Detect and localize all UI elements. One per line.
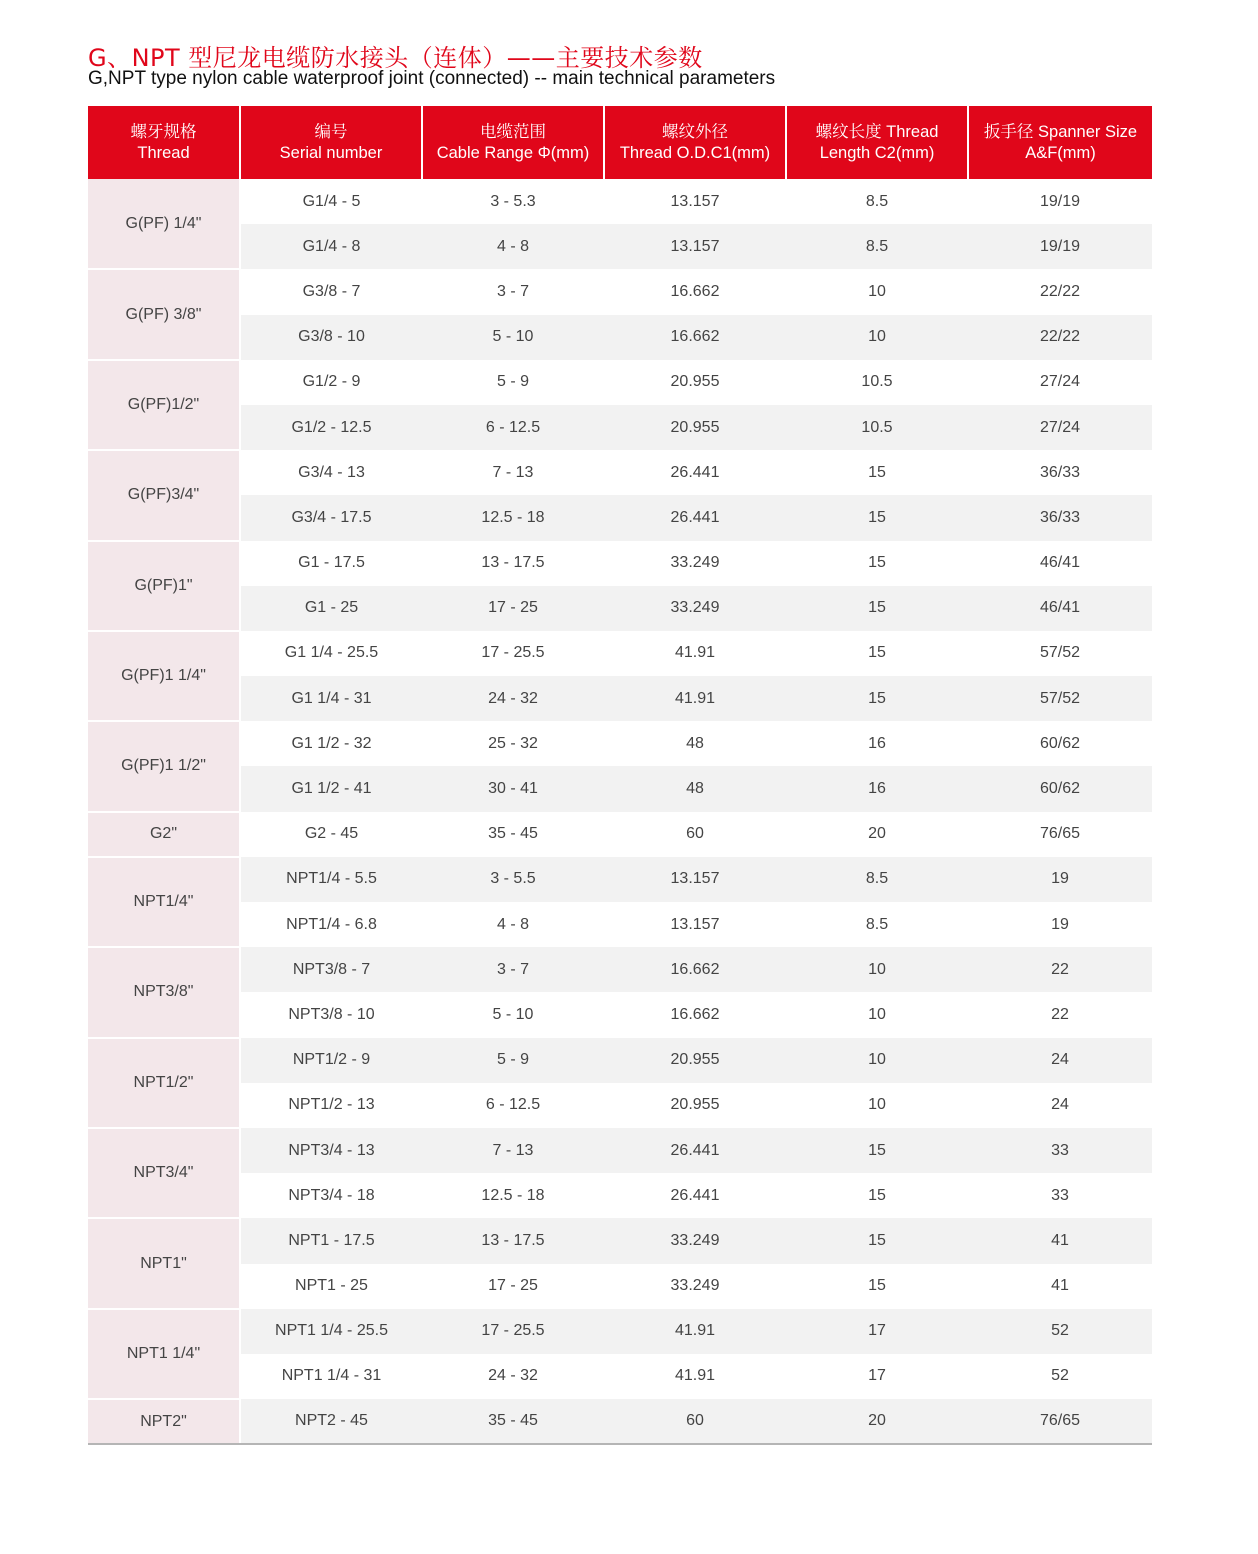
thread-length-cell: 16 — [786, 766, 968, 811]
thread-cell: G(PF)1 1/2" — [88, 721, 240, 811]
cable-range-cell: 13 - 17.5 — [422, 1218, 604, 1263]
thread-length-cell: 10 — [786, 947, 968, 992]
cable-range-cell: 13 - 17.5 — [422, 541, 604, 586]
thread-length-cell: 8.5 — [786, 857, 968, 902]
thread-cell: NPT1 1/4" — [88, 1309, 240, 1399]
spanner-size-cell: 19/19 — [968, 224, 1152, 269]
serial-number-cell: NPT1/4 - 5.5 — [240, 857, 422, 902]
serial-number-cell: NPT1 - 25 — [240, 1264, 422, 1309]
serial-number-cell: NPT3/8 - 10 — [240, 992, 422, 1037]
thread-cell: NPT1/4" — [88, 857, 240, 947]
serial-number-cell: G1 - 17.5 — [240, 541, 422, 586]
thread-length-cell: 16 — [786, 721, 968, 766]
header-thread — [88, 106, 240, 179]
thread-cell: G(PF) 3/8" — [88, 269, 240, 359]
thread-od-cell: 26.441 — [604, 1173, 786, 1218]
table-row — [88, 1309, 1152, 1354]
table-row — [88, 1399, 1152, 1444]
spanner-size-cell: 19/19 — [968, 179, 1152, 224]
thread-od-cell: 41.91 — [604, 1309, 786, 1354]
thread-cell: NPT1" — [88, 1218, 240, 1308]
thread-length-cell: 20 — [786, 1399, 968, 1444]
thread-cell: G(PF)1" — [88, 541, 240, 631]
table-row — [88, 992, 1152, 1037]
thread-od-cell: 60 — [604, 1399, 786, 1444]
serial-number-cell: NPT1 1/4 - 31 — [240, 1354, 422, 1399]
table-row — [88, 857, 1152, 902]
table-row — [88, 495, 1152, 540]
table-row — [88, 450, 1152, 495]
thread-cell: NPT2" — [88, 1399, 240, 1444]
header-thread-zh: 螺牙规格 — [130, 122, 197, 141]
serial-number-cell: NPT1 1/4 - 25.5 — [240, 1309, 422, 1354]
thread-od-cell: 48 — [604, 766, 786, 811]
thread-od-cell: 13.157 — [604, 902, 786, 947]
cable-range-cell: 35 - 45 — [422, 1399, 604, 1444]
table-row — [88, 269, 1152, 314]
cable-range-cell: 3 - 7 — [422, 269, 604, 314]
thread-length-cell: 15 — [786, 1264, 968, 1309]
header-length-en: Length C2(mm) — [819, 143, 935, 162]
thread-od-cell: 20.955 — [604, 405, 786, 450]
thread-length-cell: 15 — [786, 450, 968, 495]
spanner-size-cell: 19 — [968, 902, 1152, 947]
header-cable-range — [422, 106, 604, 179]
cable-range-cell: 24 - 32 — [422, 1354, 604, 1399]
thread-length-cell: 15 — [786, 586, 968, 631]
thread-length-cell: 20 — [786, 812, 968, 857]
thread-od-cell: 16.662 — [604, 269, 786, 314]
spanner-size-cell: 33 — [968, 1128, 1152, 1173]
cable-range-cell: 25 - 32 — [422, 721, 604, 766]
thread-od-cell: 26.441 — [604, 450, 786, 495]
serial-number-cell: G1 1/2 - 41 — [240, 766, 422, 811]
table-row — [88, 586, 1152, 631]
serial-number-cell: G1/2 - 9 — [240, 360, 422, 405]
thread-od-cell: 33.249 — [604, 541, 786, 586]
cable-range-cell: 4 - 8 — [422, 224, 604, 269]
serial-number-cell: NPT1/2 - 13 — [240, 1083, 422, 1128]
thread-length-cell: 10.5 — [786, 360, 968, 405]
header-od-en: Thread O.D.C1(mm) — [619, 143, 771, 162]
spanner-size-cell: 52 — [968, 1354, 1152, 1399]
serial-number-cell: G3/4 - 17.5 — [240, 495, 422, 540]
table-row — [88, 1218, 1152, 1263]
table-row — [88, 721, 1152, 766]
serial-number-cell: G1 - 25 — [240, 586, 422, 631]
serial-number-cell: G1/2 - 12.5 — [240, 405, 422, 450]
spanner-size-cell: 24 — [968, 1038, 1152, 1083]
thread-cell: NPT3/4" — [88, 1128, 240, 1218]
thread-cell: NPT1/2" — [88, 1038, 240, 1128]
thread-od-cell: 33.249 — [604, 1218, 786, 1263]
spanner-size-cell: 22 — [968, 992, 1152, 1037]
thread-od-cell: 16.662 — [604, 315, 786, 360]
page-subtitle: G,NPT type nylon cable waterproof joint (connected) -- main technical parameters — [88, 68, 776, 89]
header-od-zh: 螺纹外径 — [662, 122, 728, 141]
cable-range-cell: 17 - 25 — [422, 586, 604, 631]
cable-range-cell: 7 - 13 — [422, 1128, 604, 1173]
serial-number-cell: G2 - 45 — [240, 812, 422, 857]
thread-cell: G(PF)3/4" — [88, 450, 240, 540]
cable-range-cell: 3 - 5.3 — [422, 179, 604, 224]
thread-cell: G2" — [88, 812, 240, 857]
spanner-size-cell: 46/41 — [968, 541, 1152, 586]
thread-cell: NPT3/8" — [88, 947, 240, 1037]
thread-od-cell: 26.441 — [604, 1128, 786, 1173]
table-row — [88, 315, 1152, 360]
header-cable-zh: 电缆范围 — [480, 122, 546, 141]
thread-length-cell: 15 — [786, 631, 968, 676]
serial-number-cell: NPT3/4 - 18 — [240, 1173, 422, 1218]
header-length-zh: 螺纹长度 Thread — [815, 122, 939, 141]
thread-length-cell: 10 — [786, 269, 968, 314]
cable-range-cell: 4 - 8 — [422, 902, 604, 947]
cable-range-cell: 5 - 10 — [422, 992, 604, 1037]
serial-number-cell: G1/4 - 8 — [240, 224, 422, 269]
spanner-size-cell: 76/65 — [968, 812, 1152, 857]
thread-length-cell: 17 — [786, 1309, 968, 1354]
thread-cell: G(PF)1 1/4" — [88, 631, 240, 721]
thread-length-cell: 17 — [786, 1354, 968, 1399]
cable-range-cell: 12.5 - 18 — [422, 495, 604, 540]
serial-number-cell: G1 1/4 - 25.5 — [240, 631, 422, 676]
thread-od-cell: 20.955 — [604, 1038, 786, 1083]
header-spanner-zh: 扳手径 Spanner Size — [983, 122, 1138, 141]
serial-number-cell: NPT1/2 - 9 — [240, 1038, 422, 1083]
serial-number-cell: G1/4 - 5 — [240, 179, 422, 224]
table-row — [88, 360, 1152, 405]
table-row — [88, 1038, 1152, 1083]
cable-range-cell: 7 - 13 — [422, 450, 604, 495]
table-row — [88, 676, 1152, 721]
serial-number-cell: G3/4 - 13 — [240, 450, 422, 495]
table-row — [88, 766, 1152, 811]
header-thread-od — [604, 106, 786, 179]
thread-length-cell: 10.5 — [786, 405, 968, 450]
table-row — [88, 812, 1152, 857]
spanner-size-cell: 36/33 — [968, 450, 1152, 495]
table-row — [88, 902, 1152, 947]
cable-range-cell: 17 - 25.5 — [422, 631, 604, 676]
cable-range-cell: 3 - 7 — [422, 947, 604, 992]
cable-range-cell: 35 - 45 — [422, 812, 604, 857]
header-serial-zh: 编号 — [314, 122, 348, 141]
thread-length-cell: 8.5 — [786, 224, 968, 269]
table-header — [88, 106, 1152, 179]
cable-range-cell: 6 - 12.5 — [422, 1083, 604, 1128]
thread-od-cell: 41.91 — [604, 1354, 786, 1399]
thread-od-cell: 41.91 — [604, 631, 786, 676]
spanner-size-cell: 57/52 — [968, 676, 1152, 721]
header-serial-en: Serial number — [279, 143, 383, 162]
table-row — [88, 1264, 1152, 1309]
table-row — [88, 631, 1152, 676]
serial-number-cell: NPT1 - 17.5 — [240, 1218, 422, 1263]
table-row — [88, 1128, 1152, 1173]
cable-range-cell: 30 - 41 — [422, 766, 604, 811]
table-row — [88, 179, 1152, 224]
spanner-size-cell: 41 — [968, 1218, 1152, 1263]
cable-range-cell: 5 - 10 — [422, 315, 604, 360]
cable-range-cell: 17 - 25 — [422, 1264, 604, 1309]
table-row — [88, 1354, 1152, 1399]
spanner-size-cell: 33 — [968, 1173, 1152, 1218]
thread-length-cell: 8.5 — [786, 179, 968, 224]
table-row — [88, 541, 1152, 586]
header-thread-length — [786, 106, 968, 179]
spanner-size-cell: 76/65 — [968, 1399, 1152, 1444]
cable-range-cell: 12.5 - 18 — [422, 1173, 604, 1218]
spanner-size-cell: 41 — [968, 1264, 1152, 1309]
thread-od-cell: 16.662 — [604, 992, 786, 1037]
cable-range-cell: 17 - 25.5 — [422, 1309, 604, 1354]
thread-od-cell: 41.91 — [604, 676, 786, 721]
cable-range-cell: 5 - 9 — [422, 360, 604, 405]
thread-od-cell: 20.955 — [604, 360, 786, 405]
thread-length-cell: 15 — [786, 541, 968, 586]
thread-length-cell: 15 — [786, 676, 968, 721]
thread-length-cell: 10 — [786, 1083, 968, 1128]
header-thread-en: Thread — [137, 143, 190, 162]
spanner-size-cell: 36/33 — [968, 495, 1152, 540]
header-row — [88, 106, 1152, 179]
spanner-size-cell: 22/22 — [968, 269, 1152, 314]
table-row — [88, 947, 1152, 992]
thread-od-cell: 13.157 — [604, 224, 786, 269]
thread-od-cell: 16.662 — [604, 947, 786, 992]
spanner-size-cell: 22 — [968, 947, 1152, 992]
thread-length-cell: 10 — [786, 1038, 968, 1083]
thread-od-cell: 33.249 — [604, 586, 786, 631]
thread-od-cell: 20.955 — [604, 1083, 786, 1128]
thread-length-cell: 10 — [786, 315, 968, 360]
spanner-size-cell: 60/62 — [968, 721, 1152, 766]
header-spanner-size — [968, 106, 1152, 179]
header-cable-en: Cable Range Φ(mm) — [436, 143, 590, 162]
table-row — [88, 405, 1152, 450]
thread-length-cell: 8.5 — [786, 902, 968, 947]
serial-number-cell: NPT2 - 45 — [240, 1399, 422, 1444]
serial-number-cell: NPT3/4 - 13 — [240, 1128, 422, 1173]
thread-length-cell: 15 — [786, 1218, 968, 1263]
thread-od-cell: 33.249 — [604, 1264, 786, 1309]
cable-range-cell: 6 - 12.5 — [422, 405, 604, 450]
serial-number-cell: G1 1/4 - 31 — [240, 676, 422, 721]
cable-range-cell: 5 - 9 — [422, 1038, 604, 1083]
spanner-size-cell: 27/24 — [968, 405, 1152, 450]
table-body — [88, 179, 1152, 1444]
thread-od-cell: 13.157 — [604, 179, 786, 224]
header-serial-number — [240, 106, 422, 179]
spanner-size-cell: 24 — [968, 1083, 1152, 1128]
table-row — [88, 224, 1152, 269]
thread-length-cell: 15 — [786, 1128, 968, 1173]
spanner-size-cell: 46/41 — [968, 586, 1152, 631]
cable-range-cell: 3 - 5.5 — [422, 857, 604, 902]
serial-number-cell: G1 1/2 - 32 — [240, 721, 422, 766]
thread-od-cell: 60 — [604, 812, 786, 857]
spanner-size-cell: 27/24 — [968, 360, 1152, 405]
thread-length-cell: 15 — [786, 495, 968, 540]
serial-number-cell: G3/8 - 7 — [240, 269, 422, 314]
thread-length-cell: 15 — [786, 1173, 968, 1218]
spanner-size-cell: 52 — [968, 1309, 1152, 1354]
serial-number-cell: NPT3/8 - 7 — [240, 947, 422, 992]
thread-od-cell: 13.157 — [604, 857, 786, 902]
thread-length-cell: 10 — [786, 992, 968, 1037]
table-row — [88, 1173, 1152, 1218]
serial-number-cell: NPT1/4 - 6.8 — [240, 902, 422, 947]
thread-od-cell: 26.441 — [604, 495, 786, 540]
page-title: G、NPT 型尼龙电缆防水接头（连体）——主要技术参数 — [88, 44, 703, 72]
thread-cell: G(PF)1/2" — [88, 360, 240, 450]
thread-od-cell: 48 — [604, 721, 786, 766]
table-row — [88, 1083, 1152, 1128]
cable-range-cell: 24 - 32 — [422, 676, 604, 721]
spec-table — [88, 106, 1152, 1445]
thread-cell: G(PF) 1/4" — [88, 179, 240, 269]
spanner-size-cell: 19 — [968, 857, 1152, 902]
header-spanner-en: A&F(mm) — [1025, 143, 1096, 162]
spanner-size-cell: 22/22 — [968, 315, 1152, 360]
serial-number-cell: G3/8 - 10 — [240, 315, 422, 360]
spanner-size-cell: 57/52 — [968, 631, 1152, 676]
spanner-size-cell: 60/62 — [968, 766, 1152, 811]
